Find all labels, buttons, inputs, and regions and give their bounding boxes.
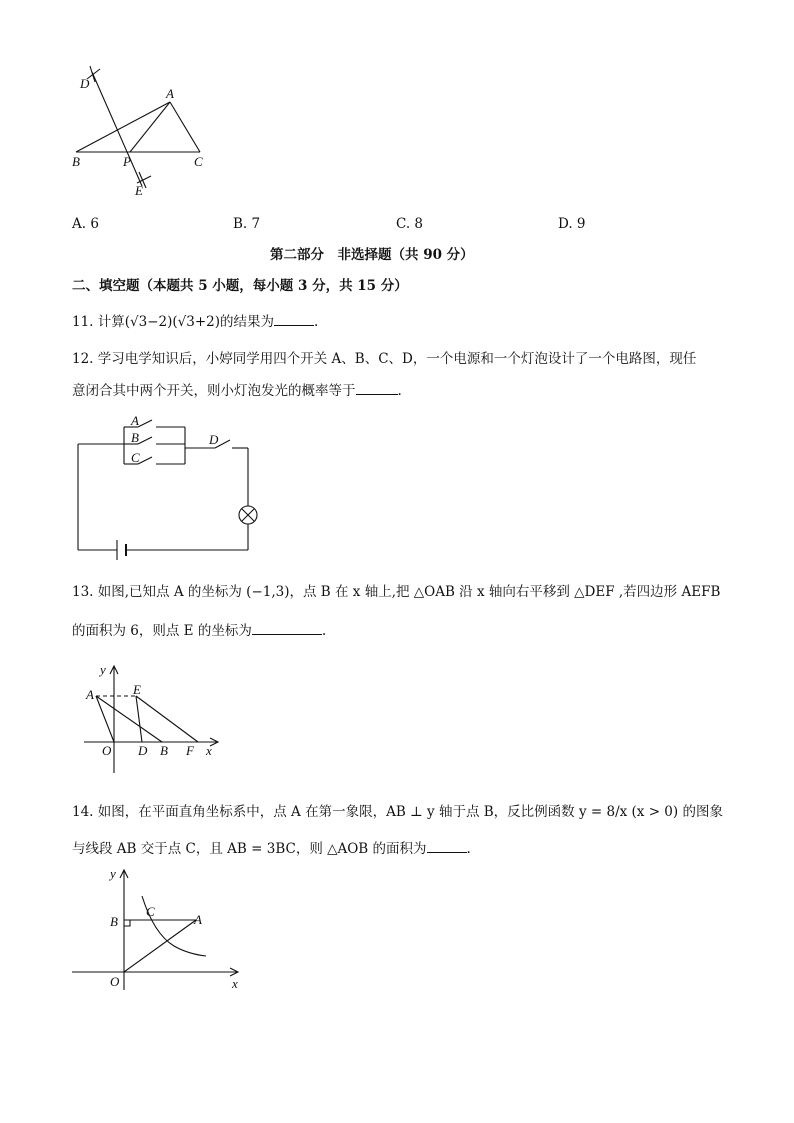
section-title: 第二部分 非选择题（共 90 分） bbox=[270, 247, 474, 263]
label-y: y bbox=[110, 866, 116, 881]
switch-c-blade bbox=[138, 457, 152, 464]
segment-ap bbox=[130, 102, 170, 152]
label-o: O bbox=[110, 974, 120, 989]
question-12-line2 bbox=[72, 380, 402, 400]
part-heading: 二、填空题（本题共 5 小题，每小题 3 分，共 15 分） bbox=[72, 278, 408, 294]
q11-prefix: 11. 计算 bbox=[72, 314, 125, 330]
segment-ab bbox=[96, 696, 162, 742]
label-d: D bbox=[138, 743, 148, 758]
figure-translation bbox=[80, 658, 230, 778]
q11-end: . bbox=[314, 314, 319, 330]
label-e: E bbox=[135, 183, 143, 198]
question-14-line1: 14. 如图，在平面直角坐标系中，点 A 在第一象限，AB ⊥ y 轴于点 B，反比例函数 y = 8/x (x > 0) 的图象 bbox=[72, 804, 723, 820]
line-de bbox=[92, 72, 142, 186]
figure-inverse-function bbox=[68, 864, 248, 994]
label-p: P bbox=[123, 154, 131, 169]
label-e: E bbox=[133, 682, 141, 697]
option-a: A. 6 bbox=[72, 216, 99, 232]
label-y: y bbox=[100, 662, 106, 677]
q14-answer-blank[interactable] bbox=[427, 838, 467, 853]
label-b: B bbox=[110, 914, 118, 929]
segment-oa bbox=[124, 920, 196, 972]
label-switch-b: B bbox=[131, 430, 139, 445]
q12-end: . bbox=[397, 383, 402, 399]
question-11 bbox=[72, 311, 318, 331]
label-a: A bbox=[86, 687, 94, 702]
label-x: x bbox=[206, 743, 212, 758]
segment-ef bbox=[136, 696, 198, 742]
q12-line2-text: 意闭合其中两个开关，则小灯泡发光的概率等于 bbox=[72, 383, 356, 399]
segment-ac bbox=[170, 102, 200, 152]
q12-answer-blank[interactable] bbox=[356, 380, 398, 395]
q13-end: . bbox=[321, 623, 327, 639]
q11-expression: (√3−2)(√3+2) bbox=[124, 314, 221, 330]
q13-answer-blank[interactable] bbox=[252, 620, 322, 635]
question-13-line2 bbox=[72, 620, 326, 640]
option-b: B. 7 bbox=[233, 216, 261, 232]
option-c: C. 8 bbox=[396, 216, 424, 232]
option-d: D. 9 bbox=[558, 216, 586, 232]
label-switch-c: C bbox=[131, 450, 140, 465]
segment-ed bbox=[136, 696, 142, 742]
q14-line2-text: 与线段 AB 交于点 C，且 AB = 3BC，则 △AOB 的面积为 bbox=[72, 841, 427, 857]
q11-answer-blank[interactable] bbox=[274, 311, 314, 326]
label-a: A bbox=[194, 912, 202, 927]
switch-a-blade bbox=[138, 420, 152, 427]
label-c: C bbox=[146, 904, 155, 919]
label-a: A bbox=[166, 86, 174, 101]
label-d: D bbox=[80, 76, 90, 91]
label-c: C bbox=[194, 154, 203, 169]
question-14-line2 bbox=[72, 838, 471, 858]
switch-b-blade bbox=[138, 437, 152, 444]
question-13-line1: 13. 如图,已知点 A 的坐标为 (−1,3)，点 B 在 x 轴上,把 △OAB 沿 x 轴向右平移到 △DEF ,若四边形 AEFB bbox=[72, 584, 721, 600]
segment-ba bbox=[76, 102, 170, 152]
q14-end: . bbox=[466, 841, 471, 857]
label-o: O bbox=[102, 743, 112, 758]
label-switch-d: D bbox=[209, 432, 219, 447]
label-b: B bbox=[72, 154, 80, 169]
q13-line2-text: 的面积为 6，则点 E 的坐标为 bbox=[72, 623, 252, 639]
figure-triangle-bisector bbox=[62, 62, 222, 202]
label-x: x bbox=[232, 976, 238, 991]
q11-suffix: 的结果为 bbox=[220, 314, 275, 330]
label-f: F bbox=[186, 743, 194, 758]
right-angle-mark bbox=[124, 920, 130, 926]
label-b: B bbox=[160, 743, 168, 758]
question-12-line1: 12. 学习电学知识后，小婷同学用四个开关 A、B、C、D，一个电源和一个灯泡设计了一个电路图，现任 bbox=[72, 351, 697, 367]
label-switch-a: A bbox=[131, 413, 139, 428]
figure-circuit bbox=[70, 410, 260, 560]
